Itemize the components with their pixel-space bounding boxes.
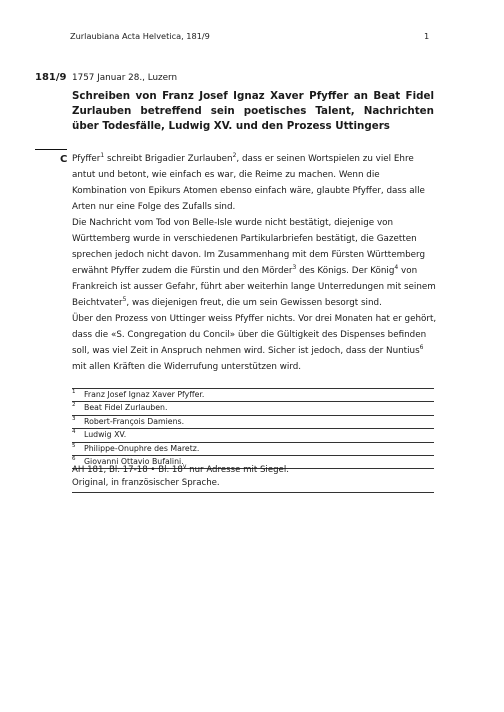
footnote-ref[interactable]: 2 [232,152,237,160]
text-run: nur Adresse mit Siegel. [186,465,289,475]
verso-mark: v [182,463,187,471]
footnote-text: Robert-François Damiens. [84,416,185,426]
text-run: AH 181, Bl. 17-18 • Bl. 18 [72,465,183,475]
footnote-item [72,443,434,456]
paragraph-2 [72,215,437,311]
source-line-1 [72,464,434,477]
footnote-number: 3 [72,415,76,422]
footnote-ref[interactable]: 3 [292,264,297,272]
source-note [72,464,434,493]
footnote-number: 2 [72,402,76,409]
document-number: 181/9 [35,72,67,83]
summary-text [72,151,437,375]
text-run: Die Nachricht vom Tod von Belle-Isle wurde nicht bestätigt, diejenige von Württemberg wurde in verschiedenen Partikularbriefen bestätigt, die Gazetten sprechen jedoch nicht davon. Im Zusammenhang mit dem Fürsten Württemberg erwähnt Pfyffer zudem die Fürstin und den Mörder [72,218,426,276]
text-run: , dass er seinen Wortspielen zu viel Ehre antut und betont, wie einfach es war, die Reime zu machen. Wenn die Kombination von Epikurs Atomen ebenso einfach wäre, glaubte Pfyffer, dass alle Arten nur eine Folge des Zufalls sind. [72,154,425,212]
footnote-ref[interactable]: 1 [100,152,105,160]
page-number: 1 [424,31,430,41]
footnote-ref[interactable]: 6 [419,344,424,352]
footnote-number: 6 [72,455,76,462]
paragraph-3 [72,311,437,375]
footnote-text: Franz Josef Ignaz Xaver Pfyffer. [84,390,205,399]
text-run: Über den Prozess von Uttinger weiss Pfyffer nichts. Vor drei Monaten hat er gehört, dass die «S. Congregation du Concil» über die Gültigkeit des Dispenses befinden soll, was viel Zeit in Anspruch nehmen wird. Sicher ist jedoch, dass der Nuntius [72,314,437,356]
footnote-text: Giovanni Ottavio Bufalini. [84,456,184,466]
text-run: , was diejenigen freut, die um sein Gewissen besorgt sind. [126,298,382,308]
margin-rule [35,149,67,150]
footnote-item [72,429,434,442]
document-date-place: 1757 Januar 28., Luzern [72,73,178,83]
text-run: von Frankreich ist ausser Gefahr, führt aber weiterhin lange Unterredungen mit seinem Beichtvater [72,266,436,308]
source-line-2: Original, in französischer Sprache. [72,477,220,488]
text-run: des Königs. Der König [296,266,395,276]
footnote-number: 5 [72,442,76,449]
footnote-item [72,402,434,415]
running-title: Zurlaubiana Acta Helvetica, 181/9 [70,31,210,41]
text-run: schreibt Brigadier Zurlauben [104,154,233,164]
footnote-text: Beat Fidel Zurlauben. [84,403,168,413]
footnote-ref[interactable]: 4 [394,264,399,272]
footnote-text: Philippe-Onuphre des Maretz. [84,443,200,453]
paragraph-1 [72,151,437,215]
footnote-ref[interactable]: 5 [122,296,127,304]
footnote-item [72,389,434,402]
footnote-item [72,416,434,429]
footnote-text: Ludwig XV. [84,430,127,440]
footnote-number: 4 [72,429,76,436]
margin-marker: C [60,154,68,165]
text-run: mit allen Kräften die Widerrufung unterstützen wird. [72,362,302,372]
footnote-list [72,388,434,469]
document-title: Schreiben von Franz Josef Ignaz Xaver Pfyffer an Beat Fidel Zurlauben betreffend sein poetisches Talent, Nachrichten über Todesfälle, Ludwig XV. und den Prozess Uttingers [72,90,434,132]
footnote-number: 1 [72,389,76,395]
text-run: Pfyffer [72,154,101,164]
